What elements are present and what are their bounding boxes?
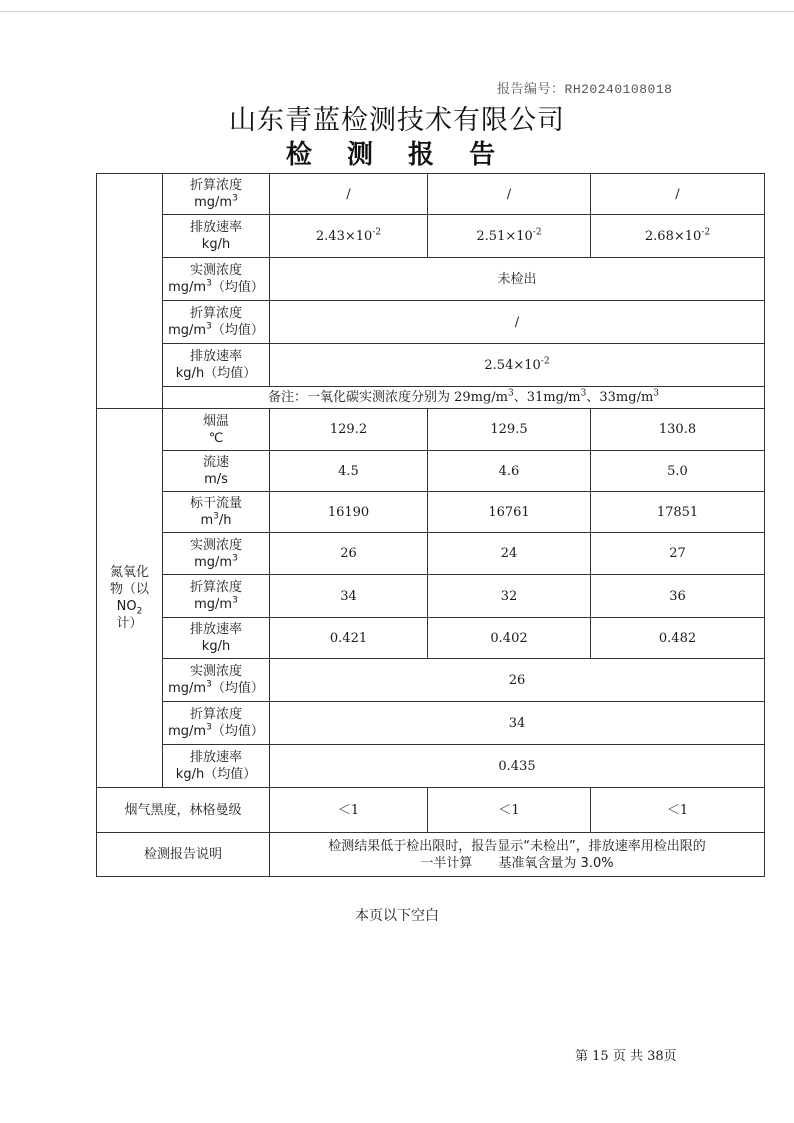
table-row [97,659,765,702]
value-cell: / [428,174,591,215]
param-cell: 折算浓度 $mg/m^3$（均值） [163,702,270,745]
table-row [97,258,765,301]
pollutant-name-cell: 氮氧化 物（以 $NO_2$ 计） [97,409,163,788]
value-cell: 17851 [591,492,765,533]
param-cell: 排放速率 kg/h（均值） [163,344,270,387]
value-cell: 5.0 [591,451,765,492]
param-cell: 折算浓度 $mg/m^3$ [163,575,270,618]
value-cell: 24 [428,533,591,575]
table-row [97,533,765,575]
table-row [97,451,765,492]
pollutant-cell-continued [97,174,163,409]
document-title: 检 测 报 告 [285,140,509,170]
table-row [97,702,765,745]
value-cell: 26 [270,533,428,575]
table-row [97,788,765,833]
smoke-label-cell: 烟气黑度，林格曼级 [97,788,270,833]
average-value-cell: $2.54\times 10^{-2}$ [270,344,765,387]
table-row [97,745,765,788]
value-cell: / [270,174,428,215]
value-cell: 129.5 [428,409,591,451]
param-cell: 实测浓度 $mg/m^3$（均值） [163,659,270,702]
value-cell: 4.6 [428,451,591,492]
value-cell: 129.2 [270,409,428,451]
param-cell: 折算浓度 $mg/m^3$（均值） [163,301,270,344]
average-value-cell: 0.435 [270,745,765,788]
value-cell: ＜1 [270,788,428,833]
param-cell: 排放速率 kg/h [163,618,270,659]
param-cell: 实测浓度 $mg/m^3$ [163,533,270,575]
table-row [97,575,765,618]
value-cell: 27 [591,533,765,575]
value-cell: 32 [428,575,591,618]
report-number [497,78,672,97]
value-cell: 0.402 [428,618,591,659]
average-value-cell: 26 [270,659,765,702]
param-cell: 标干流量 $m^3/h$ [163,492,270,533]
value-cell: $2.51\times 10^{-2}$ [428,215,591,258]
table-row [97,344,765,387]
explain-label-cell: 检测报告说明 [97,833,270,877]
param-cell: 流速 m/s [163,451,270,492]
average-value-cell: / [270,301,765,344]
value-cell: 4.5 [270,451,428,492]
param-cell: 实测浓度 $mg/m^3$（均值） [163,258,270,301]
table-row [97,618,765,659]
table-row [97,174,765,215]
value-cell: $2.43\times 10^{-2}$ [270,215,428,258]
param-cell: 折算浓度 $mg/m^3$ [163,174,270,215]
page-number: 第 15 页 共 38页 [575,1049,677,1064]
table-row [97,387,765,409]
value-cell: $2.68\times 10^{-2}$ [591,215,765,258]
report-number-label: 报告编号： [497,82,565,97]
report-table [96,173,765,877]
value-cell: 34 [270,575,428,618]
param-cell: 烟温 ℃ [163,409,270,451]
value-cell: ＜1 [591,788,765,833]
remark-cell: 备注：一氧化碳实测浓度分别为 $29mg/m^3$、$31mg/m^3$、$33mg/m^3$ [163,387,765,409]
value-cell: 0.482 [591,618,765,659]
explain-text-cell: 检测结果低于检出限时，报告显示“未检出”，排放速率用检出限的 一半计算 基准氧含量为 3.0% [270,833,765,877]
table-row [97,409,765,451]
value-cell: 0.421 [270,618,428,659]
average-value-cell: 34 [270,702,765,745]
value-cell: 16761 [428,492,591,533]
table-row [97,492,765,533]
table-row [97,215,765,258]
top-divider [0,11,794,12]
average-value-cell: 未检出 [270,258,765,301]
table-row [97,301,765,344]
value-cell: 16190 [270,492,428,533]
value-cell: ＜1 [428,788,591,833]
company-name: 山东青蓝检测技术有限公司 [229,105,565,136]
param-cell: 排放速率 kg/h（均值） [163,745,270,788]
report-number-value: RH20240108018 [564,82,673,97]
param-cell: 排放速率 kg/h [163,215,270,258]
value-cell: 130.8 [591,409,765,451]
table-row [97,833,765,877]
blank-below-note: 本页以下空白 [355,908,439,924]
value-cell: 36 [591,575,765,618]
value-cell: / [591,174,765,215]
